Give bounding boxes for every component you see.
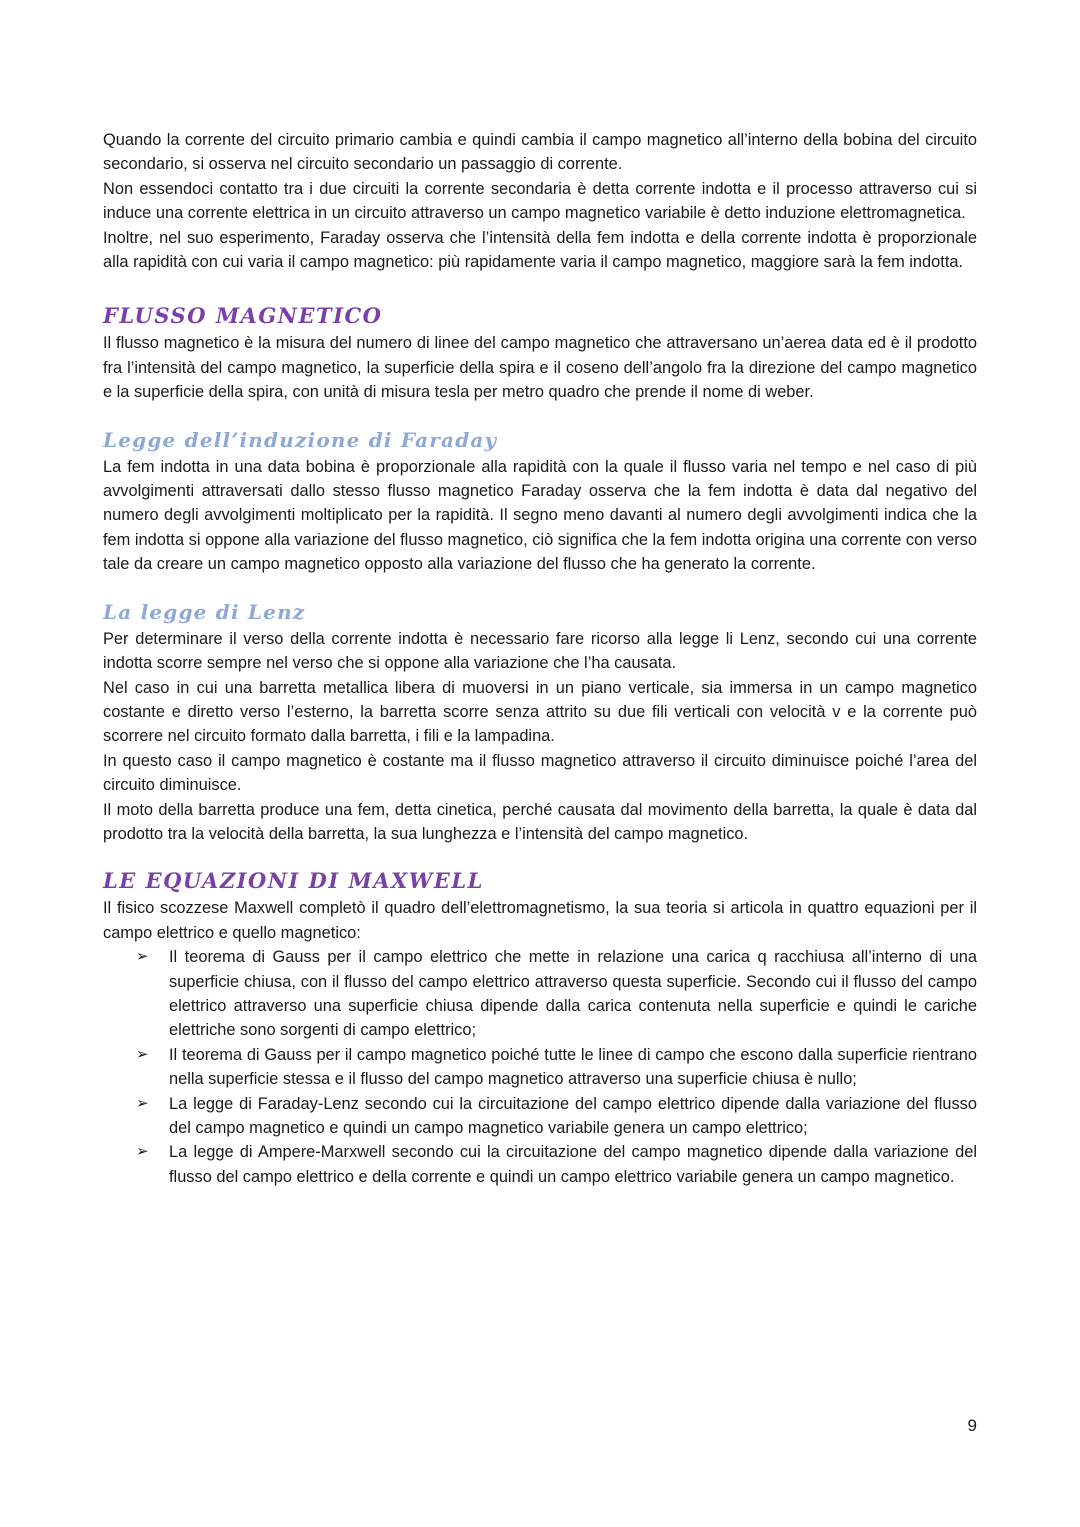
intro-paragraph-1: Quando la corrente del circuito primario cambia e quindi cambia il campo magnetico all’interno della bobina del circuito secondario, si osserva nel circuito secondario un passaggio di corrente. [103,131,977,174]
lenz-paragraph-1: Per determinare il verso della corrente indotta è necessario fare ricorso alla legge li Lenz, secondo cui una corrente indotta scorre sempre nel verso che si oppone alla variazione che l’ha causata. [103,629,977,673]
heading-legge-lenz: La legge di Lenz [103,599,306,624]
faraday-paragraph: La fem indotta in una data bobina è proporzionale alla rapidità con la quale il flusso varia nel tempo e nel caso di più avvolgimenti attraversati dallo stesso flusso magnetico Faraday osserva che la fem indotta è data dal negativo del numero degli avvolgimenti moltiplicato per la rapidità. Il segno meno davanti al numero degli avvolgimenti indica che la fem indotta si oppone alla variazione del flusso magnetico, ciò significa che la fem indotta origina una corrente con verso tale da creare un campo magnetico opposto alla variazione del flusso che ha generato la corrente. [103,457,977,574]
list-item-text: La legge di Ampere-Marxwell secondo cui la circuitazione del campo magnetico dipende dalla variazione del flusso del campo elettrico e della corrente e quindi un campo elettrico variabile genera un campo magnetico. [169,1143,977,1186]
arrow-bullet-icon: ➢ [136,948,149,966]
heading-equazioni-maxwell: LE EQUAZIONI DI MAXWELL [103,868,484,894]
intro-paragraph-3: Inoltre, nel suo esperimento, Faraday osserva che l’intensità della fem indotta e della corrente indotta è proporzionale alla rapidità con cui varia il campo magnetico: più rapidamente varia il campo magnetico, maggiore sarà la fem indotta. [103,228,977,272]
lenz-paragraph-4: Il moto della barretta produce una fem, detta cinetica, perché causata dal movimento della barretta, la quale è data dal prodotto tra la velocità della barretta, la sua lunghezza e l’intensità del campo magnetico. [103,800,977,843]
list-item-text: Il teorema di Gauss per il campo elettrico che mette in relazione una carica q racchiusa all’interno di una superficie chiusa, con il flusso del campo elettrico attraverso questa superficie. Secondo cui il flusso del campo elettrico attraverso una superficie chiusa dipende dalla carica contenuta nella superficie e quindi le cariche elettriche sono sorgenti di campo elettrico; [169,948,977,1040]
lenz-paragraph-3: In questo caso il campo magnetico è costante ma il flusso magnetico attraverso il circuito diminuisce poiché l’area del circuito diminuisce. [103,751,977,795]
page-content [103,128,977,1189]
page-number: 9 [967,1416,977,1435]
heading-legge-faraday: Legge dell’induzione di Faraday [103,427,498,452]
heading-flusso-magnetico: FLUSSO MAGNETICO [103,303,383,329]
intro-paragraph-2: Non essendoci contatto tra i due circuiti la corrente secondaria è detta corrente indotta e il processo attraverso cui si induce una corrente elettrica in un circuito attraverso un campo magnetico variabile è detto induzione elettromagnetica. [103,179,977,223]
maxwell-equations-list [103,945,977,1189]
list-item [103,1092,977,1141]
lenz-paragraph-2: Nel caso in cui una barretta metallica libera di muoversi in un piano verticale, sia immersa in un campo magnetico costante e diretto verso l’esterno, la barretta scorre senza attrito su due fili verticali con velocità v e la corrente può scorrere nel circuito formato dalla barretta, i fili e la lampadina. [103,678,977,746]
list-item [103,1140,977,1189]
maxwell-paragraph: Il fisico scozzese Maxwell completò il quadro dell’elettromagnetismo, la sua teoria si articola in quattro equazioni per il campo elettrico e quello magnetico: [103,899,977,942]
list-item-text: Il teorema di Gauss per il campo magnetico poiché tutte le linee di campo che escono dalla superficie rientrano nella superficie stessa e il flusso del campo magnetico attraverso una superficie chiusa è nullo; [169,1045,977,1089]
flusso-paragraph: Il flusso magnetico è la misura del numero di linee del campo magnetico che attraversano un’aerea data ed è il prodotto fra l’intensità del campo magnetico, la superficie della spira e il coseno dell’angolo fra la direzione del campo magnetico e la superficie della spira, con unità di misura tesla per metro quadro che prende il nome di weber. [103,334,977,402]
list-item [103,1043,977,1092]
arrow-bullet-icon: ➢ [136,1143,149,1161]
arrow-bullet-icon: ➢ [136,1094,149,1112]
list-item-text: La legge di Faraday-Lenz secondo cui la circuitazione del campo elettrico dipende dalla variazione del flusso del campo magnetico e quindi un campo magnetico variabile genera un campo elettrico; [169,1094,977,1137]
arrow-bullet-icon: ➢ [136,1045,149,1063]
list-item [103,945,977,1043]
